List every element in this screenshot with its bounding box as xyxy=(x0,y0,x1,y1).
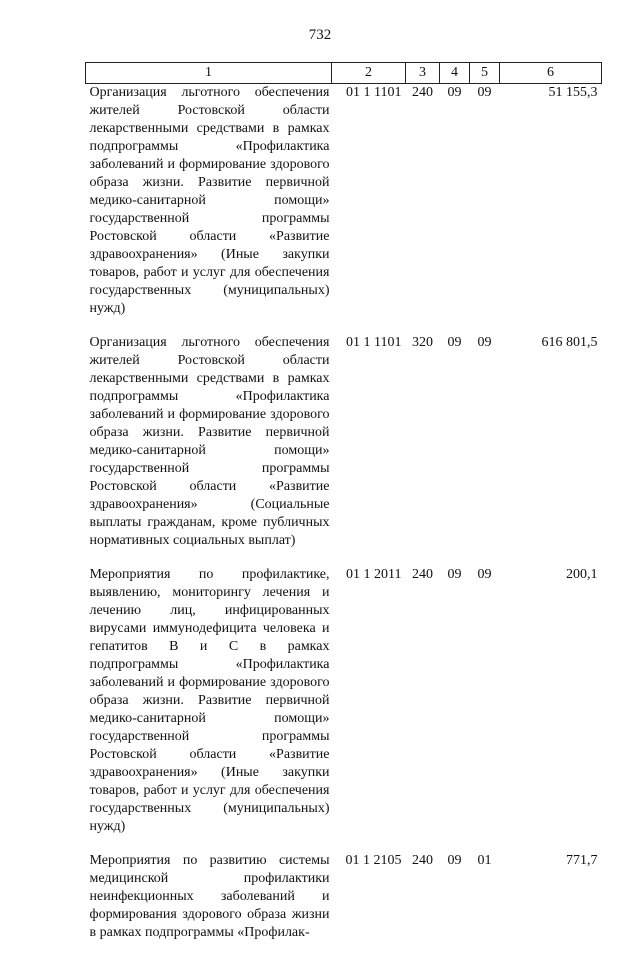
budget-table xyxy=(85,62,602,958)
column-header-1: 1 xyxy=(86,63,332,84)
row-section: 09 xyxy=(447,853,462,868)
table-row xyxy=(86,852,602,958)
row-description: Организация льготного обеспечения жителей Ростовской области лекарственными средствами в рамках подпрограммы «Профилактика заболеваний и формирование здорового образа жизни. Развитие первичной медико-санитарной помощи» государственной программы Ростовской области «Развитие здравоохранения» (Социальные выплаты гражданам, кроме публичных нормативных социальных выплат) xyxy=(89,335,330,548)
row-subsection: 09 xyxy=(477,567,492,582)
row-amount: 200,1 xyxy=(566,567,598,582)
column-header-5: 5 xyxy=(470,63,500,84)
row-expense-type: 240 xyxy=(412,85,433,100)
table-row xyxy=(86,84,602,335)
row-amount: 616 801,5 xyxy=(541,335,598,350)
column-header-2: 2 xyxy=(332,63,406,84)
row-section: 09 xyxy=(447,335,462,350)
row-description: Мероприятия по профилактике, выявлению, мониторингу лечения и лечению лиц, инфицированных вирусами иммунодефицита человека и гепатитов B и C в рамках подпрограммы «Профилактика заболеваний и формирование здорового образа жизни. Развитие первичной медико-санитарной помощи» государственной программы Ростовской области «Развитие здравоохранения» (Иные закупки товаров, работ и услуг для обеспечения государственных (муниципальных) нужд) xyxy=(89,567,330,834)
page-number: 732 xyxy=(308,27,332,43)
column-header-3: 3 xyxy=(406,63,440,84)
row-section: 09 xyxy=(447,567,462,582)
row-expense-type: 320 xyxy=(412,335,433,350)
row-subsection: 01 xyxy=(477,853,492,868)
row-amount: 771,7 xyxy=(566,853,598,868)
row-target-code: 01 1 1101 xyxy=(346,335,402,350)
row-subsection: 09 xyxy=(477,335,492,350)
row-expense-type: 240 xyxy=(412,567,433,582)
column-header-6: 6 xyxy=(500,63,602,84)
column-header-4: 4 xyxy=(440,63,470,84)
row-amount: 51 155,3 xyxy=(548,85,598,100)
row-subsection: 09 xyxy=(477,85,492,100)
row-description: Организация льготного обеспечения жителей Ростовской области лекарственными средствами в рамках подпрограммы «Профилактика заболеваний и формирование здорового образа жизни. Развитие первичной медико-санитарной помощи» государственной программы Ростовской области «Развитие здравоохранения» (Иные закупки товаров, работ и услуг для обеспечения государственных (муниципальных) нужд) xyxy=(89,85,330,316)
row-target-code: 01 1 2011 xyxy=(346,567,402,582)
row-expense-type: 240 xyxy=(412,853,433,868)
row-section: 09 xyxy=(447,85,462,100)
table-row xyxy=(86,334,602,566)
row-description: Мероприятия по развитию системы медицинской профилактики неинфекционных заболеваний и формирования здорового образа жизни в рамках подпрограммы «Профилак- xyxy=(89,853,330,940)
row-target-code: 01 1 1101 xyxy=(346,85,402,100)
table-row xyxy=(86,566,602,852)
row-target-code: 01 1 2105 xyxy=(345,853,402,868)
table-header-row xyxy=(86,63,602,84)
